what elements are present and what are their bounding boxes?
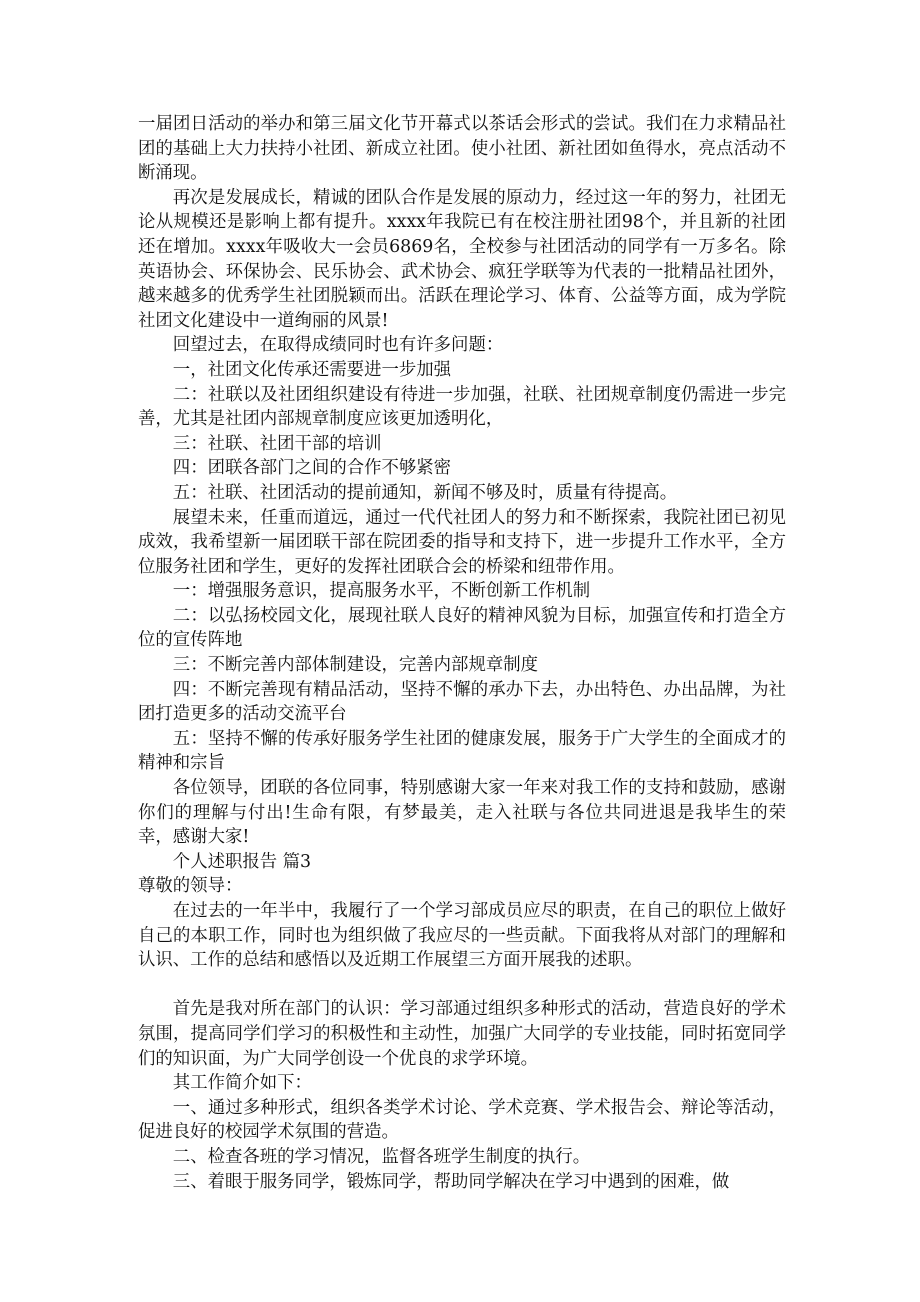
list-item-work-2: 二、检查各班的学习情况，监督各班学生制度的执行。 — [172, 1146, 591, 1167]
paragraph-club-events: 一届团日活动的举办和第三届文化节开幕式以茶话会形式的尝试。我们在力求精品社团的基础上大力扶持小社团、新成立社团。使小社团、新社团如鱼得水，亮点活动不断涌现。 — [138, 114, 786, 184]
paragraph-intro: 在过去的一年半中，我履行了一个学习部成员应尽的职责，在自己的职位上做好自己的本职工作，同时也为组织做了我应尽的一些贡献。下面我将从对部门的理解和认识、工作的总结和感悟以及近期工作展望三方面开展我的述职。 — [138, 901, 786, 971]
list-item-work-3: 三、着眼于服务同学，锻炼同学，帮助同学解决在学习中遇到的困难，做 — [172, 1171, 730, 1192]
paragraph-outlook: 展望未来，任重而道远，通过一代代社团人的努力和不断探索，我院社团已初见成效，我希望新一届团联干部在院团委的指导和支持下，进一步提升工作水平，全方位服务社团和学生，更好的发挥社团联合会的桥梁和纽带作用。 — [138, 507, 786, 577]
list-item-plan-5: 五：坚持不懈的传承好服务学生社团的健康发展，服务于广大学生的全面成才的精神和宗旨 — [138, 728, 786, 774]
paragraph-department-understanding: 首先是我对所在部门的认识：学习部通过组织多种形式的活动，营造良好的学术氛围，提高同学们学习的积极性和主动性，加强广大同学的专业技能，同时拓宽同学们的知识面，为广大同学创设一个优良的求学环境。 — [138, 999, 786, 1069]
list-item-problem-3: 三：社联、社团干部的培训 — [172, 433, 382, 454]
list-item-plan-2: 二：以弘扬校园文化，展现社联人良好的精神风貌为目标，加强宣传和打造全方位的宣传阵地 — [138, 605, 786, 651]
list-item-problem-2: 二：社联以及社团组织建设有待进一步加强，社联、社团规章制度仍需进一步完善，尤其是社团内部规章制度应该更加透明化， — [138, 384, 786, 430]
list-item-problem-5: 五：社联、社团活动的提前通知，新闻不够及时，质量有待提高。 — [172, 482, 678, 503]
section-heading-report-3: 个人述职报告 篇3 — [172, 851, 312, 872]
paragraph-development-growth: 再次是发展成长，精诚的团队合作是发展的原动力，经过这一年的努力，社团无论从规模还是影响上都有提升。xxxx年我院已有在校注册社团98个，并且新的社团还在增加。xxxx年吸收大一会员6869名，全校参与社团活动的同学有一万多名。除英语协会、环保协会、民乐协会、武术协会、疯狂学联等为代表的一批精品社团外，越来越多的优秀学生社团脱颖而出。活跃在理论学习、体育、公益等方面，成为学院社团文化建设中一道绚丽的风景! — [138, 187, 786, 331]
list-item-problem-1: 一，社团文化传承还需要进一步加强 — [172, 359, 452, 380]
list-item-plan-4: 四：不断完善现有精品活动，坚持不懈的承办下去，办出特色、办出品牌，为社团打造更多的活动交流平台 — [138, 679, 786, 725]
salutation: 尊敬的领导： — [138, 876, 243, 897]
list-item-problem-4: 四：团联各部门之间的合作不够紧密 — [172, 458, 452, 479]
list-item-work-1: 一、通过多种形式，组织各类学术讨论、学术竞赛、学术报告会、辩论等活动，促进良好的校园学术氛围的营造。 — [138, 1097, 786, 1143]
list-item-plan-1: 一：增强服务意识，提高服务水平，不断创新工作机制 — [172, 581, 591, 602]
document-page — [138, 112, 786, 1194]
paragraph-thanks: 各位领导，团联的各位同事，特别感谢大家一年来对我工作的支持和鼓励，感谢你们的理解与付出!生命有限，有梦最美，走入社联与各位共同进退是我毕生的荣幸，感谢大家! — [138, 778, 786, 848]
blank-line — [138, 973, 786, 998]
paragraph-review-problems: 回望过去，在取得成绩同时也有许多问题： — [172, 335, 504, 356]
list-item-plan-3: 三：不断完善内部体制建设，完善内部规章制度 — [172, 655, 539, 676]
paragraph-work-intro: 其工作简介如下： — [172, 1073, 312, 1094]
